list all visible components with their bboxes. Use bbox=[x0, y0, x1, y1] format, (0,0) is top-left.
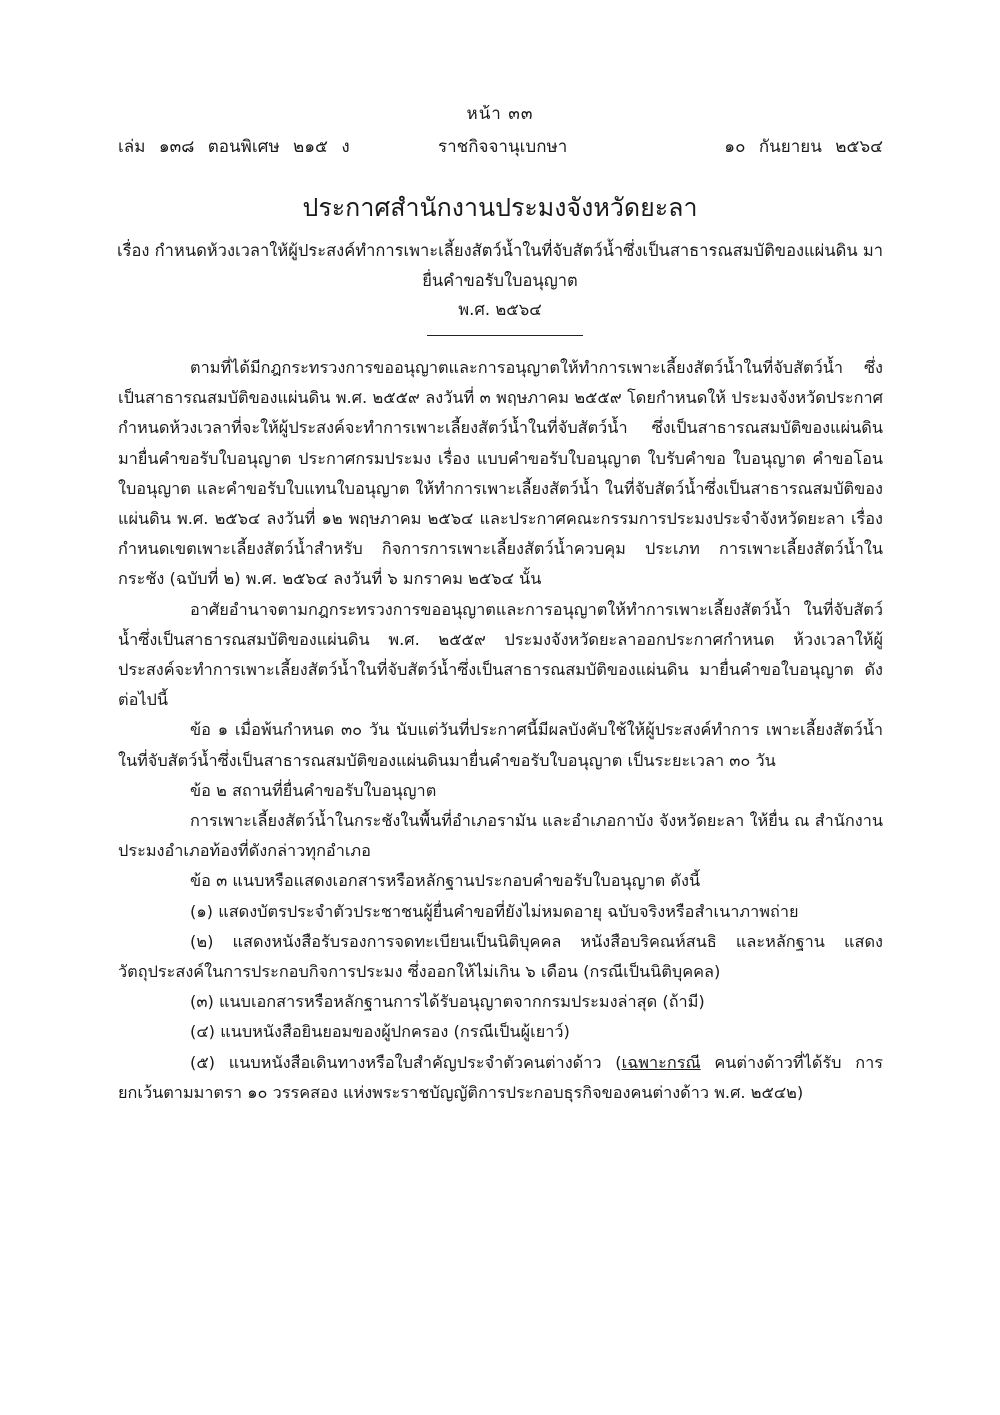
announcement-subject: เรื่อง กำหนดห้วงเวลาให้ผู้ประสงค์ทำการเพาะเลี้ยงสัตว์น้ำในที่จับสัตว์น้ำซึ่งเป็นสาธารณสมบัติของแผ่นดิน มายื่นคำขอรับใบอนุญาต bbox=[116, 241, 884, 290]
paragraph-background: ตามที่ได้มีกฎกระทรวงการขออนุญาตและการอนุญาตให้ทำการเพาะเลี้ยงสัตว์น้ำในที่จับสัตว์น้ำ ซึ่งเป็นสาธารณสมบัติของแผ่นดิน พ.ศ. ๒๕๕๙ ลงวันที่ ๓ พฤษภาคม ๒๕๕๙ โดยกำหนดให้ ประมงจังหวัดประกาศกำหนดห้วงเวลาที่จะให้ผู้ประสงค์จะทำการเพาะเลี้ยงสัตว์น้ำในที่จับสัตว์น้ำ ซึ่งเป็นสาธารณสมบัติของแผ่นดินมายื่นคำขอรับใบอนุญาต ประกาศกรมประมง เรื่อง แบบคำขอรับใบอนุญาต ใบรับคำขอ ใบอนุญาต คำขอโอนใบอนุญาต และคำขอรับใบแทนใบอนุญาต ให้ทำการเพาะเลี้ยงสัตว์น้ำ ในที่จับสัตว์น้ำซึ่งเป็นสาธารณสมบัติของแผ่นดิน พ.ศ. ๒๕๖๔ ลงวันที่ ๑๒ พฤษภาคม ๒๕๖๔ และประกาศคณะกรรมการประมงประจำจังหวัดยะลา เรื่อง กำหนดเขตเพาะเลี้ยงสัตว์น้ำสำหรับ กิจการการเพาะเลี้ยงสัตว์น้ำควบคุม ประเภท การเพาะเลี้ยงสัตว์น้ำในกระชัง (ฉบับที่ ๒) พ.ศ. ๒๕๖๔ ลงวันที่ ๖ มกราคม ๒๕๖๔ นั้น bbox=[118, 358, 883, 589]
list-item-5-end: คนต่างด้าวที่ได้รับ การยกเว้นตามมาตรา ๑๐ วรรคสอง แห่งพระราชบัญญัติการประกอบธุรกิจของคนต่างด้าว พ.ศ. ๒๕๔๒) bbox=[118, 1052, 883, 1102]
clause-1: ข้อ ๑ เมื่อพ้นกำหนด ๓๐ วัน นับแต่วันที่ประกาศนี้มีผลบังคับใช้ให้ผู้ประสงค์ทำการ เพาะเลี้ยงสัตว์น้ำในที่จับสัตว์น้ำซึ่งเป็นสาธารณสมบัติของแผ่นดินมายื่นคำขอรับใบอนุญาต เป็นระยะเวลา ๓๐ วัน bbox=[118, 720, 883, 770]
clause-2: ข้อ ๒ สถานที่ยื่นคำขอรับใบอนุญาต bbox=[190, 780, 437, 800]
list-item-4: (๔) แนบหนังสือยินยอมของผู้ปกครอง (กรณีเป็นผู้เยาว์) bbox=[190, 1022, 570, 1042]
announcement-year: พ.ศ. ๒๕๖๔ bbox=[458, 300, 542, 319]
page-number: หน้า ๓๓ bbox=[466, 104, 534, 124]
list-item-5-start: (๕) แนบหนังสือเดินทางหรือใบสำคัญประจำตัวคนต่างด้าว ( bbox=[190, 1052, 622, 1072]
clause-2-detail: การเพาะเลี้ยงสัตว์น้ำในกระชังในพื้นที่อำเภอรามัน และอำเภอกาบัง จังหวัดยะลา ให้ยื่น ณ สำนักงานประมงอำเภอท้องที่ดังกล่าวทุกอำเภอ bbox=[118, 811, 883, 861]
clause-3: ข้อ ๓ แนบหรือแสดงเอกสารหรือหลักฐานประกอบคำขอรับใบอนุญาต ดังนี้ bbox=[190, 871, 701, 891]
list-item-1: (๑) แสดงบัตรประจำตัวประชาชนผู้ยื่นคำขอที่ยังไม่หมดอายุ ฉบับจริงหรือสำเนาภาพถ่าย bbox=[190, 901, 799, 921]
list-item-3: (๓) แนบเอกสารหรือหลักฐานการได้รับอนุญาตจากกรมประมงล่าสุด (ถ้ามี) bbox=[190, 992, 705, 1012]
list-item-5 bbox=[118, 1048, 883, 1108]
paragraph-authority: อาศัยอำนาจตามกฎกระทรวงการขออนุญาตและการอนุญาตให้ทำการเพาะเลี้ยงสัตว์น้ำ ในที่จับสัตว์น้ำซึ่งเป็นสาธารณสมบัติของแผ่นดิน พ.ศ. ๒๕๕๙ ประมงจังหวัดยะลาออกประกาศกำหนด ห้วงเวลาให้ผู้ประสงค์จะทำการเพาะเลี้ยงสัตว์น้ำในที่จับสัตว์น้ำซึ่งเป็นสาธารณสมบัติของแผ่นดิน มายื่นคำขอใบอนุญาต ดังต่อไปนี้ bbox=[118, 599, 883, 710]
gazette-name: ราชกิจจานุเบกษา bbox=[438, 137, 568, 157]
announcement-body bbox=[118, 353, 883, 1108]
publication-date: ๑๐ กันยายน ๒๕๖๔ bbox=[724, 137, 883, 157]
gazette-header bbox=[118, 133, 883, 161]
list-item-2: (๒) แสดงหนังสือรับรองการจดทะเบียนเป็นนิติบุคคล หนังสือบริคณห์สนธิ และหลักฐาน แสดงวัตถุประสงค์ในการประกอบกิจการประมง ซึ่งออกให้ไม่เกิน ๖ เดือน (กรณีเป็นนิติบุคคล) bbox=[118, 931, 883, 982]
list-item-5-underlined: เฉพาะกรณี bbox=[621, 1052, 701, 1072]
title-divider bbox=[427, 335, 583, 336]
volume-info: เล่ม ๑๓๘ ตอนพิเศษ ๒๑๕ ง bbox=[118, 137, 350, 157]
announcement-title: ประกาศสำนักงานประมงจังหวัดยะลา bbox=[302, 193, 698, 222]
